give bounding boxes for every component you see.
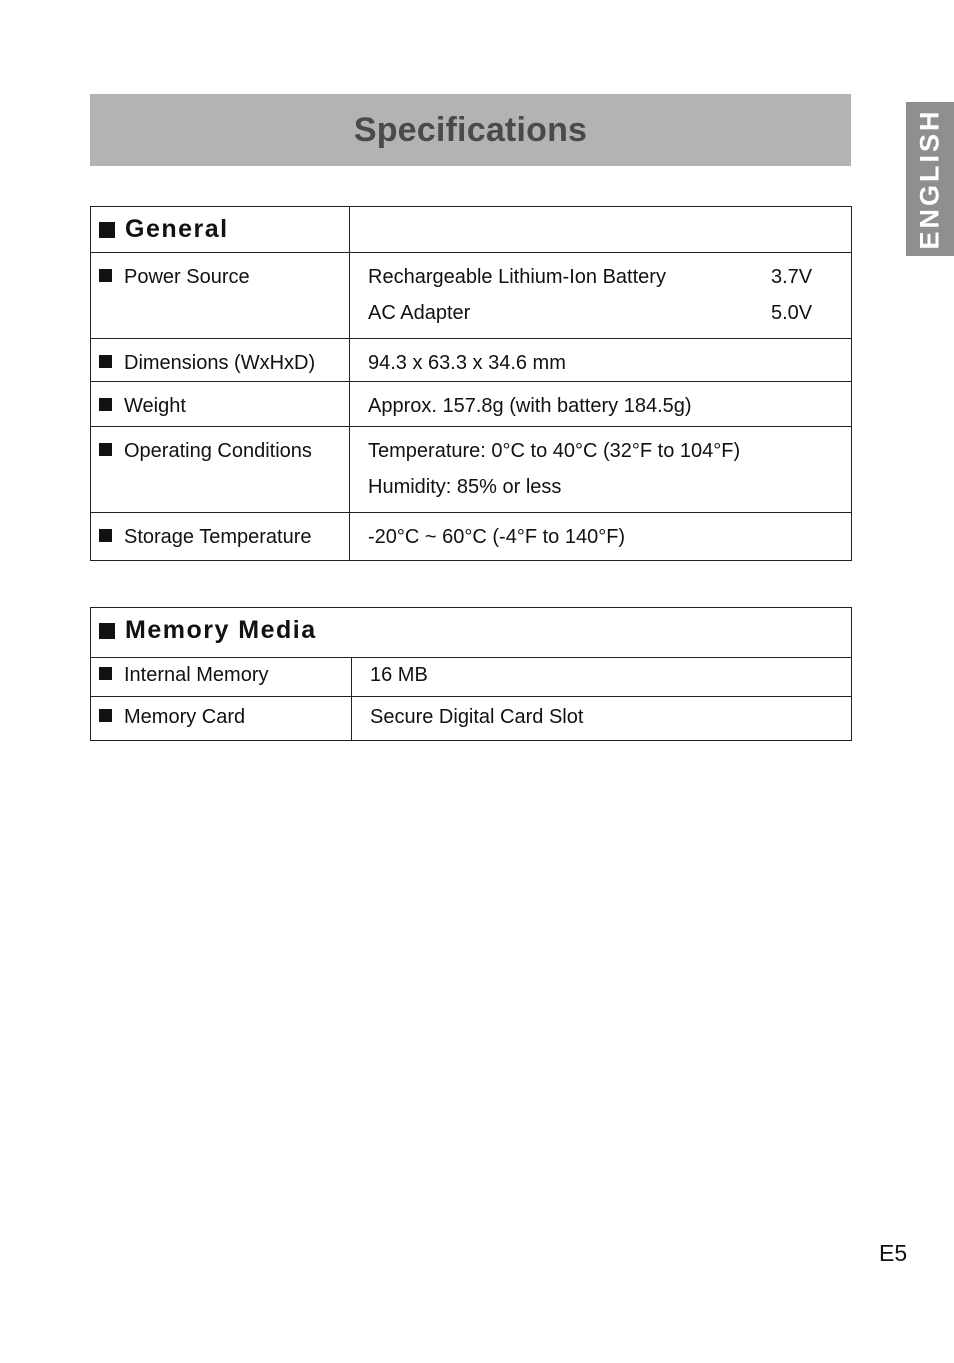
general-header-row [91,207,852,253]
spec-value: AC Adapter [368,302,471,324]
general-header-cell [91,207,350,253]
spec-label-cell [91,513,350,561]
square-bullet-icon [99,667,112,680]
spec-row-weight [91,382,852,427]
spec-label-cell [91,697,352,741]
spec-row-operating-conditions [91,427,852,513]
spec-label-cell [91,658,352,697]
square-bullet-icon [99,269,112,282]
spec-label: Power Source [124,266,250,288]
spec-label: Operating Conditions [124,440,312,462]
spec-label: Memory Card [124,706,246,728]
spec-row-memory-card [91,697,852,741]
square-bullet-icon [99,355,112,368]
spec-row-internal-memory [91,658,852,697]
square-bullet-icon [99,222,115,238]
square-bullet-icon [99,623,115,639]
spec-voltage: 3.7V [771,266,813,288]
spec-value: Approx. 157.8g (with battery 184.5g) [368,395,692,417]
operating-temperature-line [368,440,851,476]
spec-label-cell [91,382,350,427]
spec-label: Internal Memory [124,664,269,686]
memory-header-row [91,608,852,658]
spec-value: Humidity: 85% or less [368,476,562,498]
spec-value: 94.3 x 63.3 x 34.6 mm [368,352,566,374]
power-battery-line [368,266,851,302]
spec-value: Temperature: 0°C to 40°C (32°F to 104°F) [368,440,741,462]
spec-value-cell [352,658,852,697]
page-title: Specifications [353,110,588,149]
spec-row-storage-temperature [91,513,852,561]
memory-spec-table [90,607,852,741]
memory-header-cell [91,608,852,658]
power-adapter-line [368,302,851,338]
spec-label-cell [91,427,350,513]
spec-value: Secure Digital Card Slot [370,706,584,728]
general-heading: General [125,215,229,243]
spec-row-dimensions [91,339,852,382]
square-bullet-icon [99,529,112,542]
operating-humidity-line [368,476,851,512]
spec-label-cell [91,253,350,339]
spec-voltage: 5.0V [771,302,813,324]
spec-label: Storage Temperature [124,526,312,548]
spec-value-cell [352,697,852,741]
spec-value-cell [350,427,852,513]
spec-value: -20°C ~ 60°C (-4°F to 140°F) [368,526,626,548]
spec-value-cell [350,513,852,561]
spec-value-cell [350,382,852,427]
spec-value: Rechargeable Lithium-Ion Battery [368,266,666,288]
spec-label: Weight [124,395,186,417]
memory-heading: Memory Media [125,616,317,644]
general-header-empty-cell [350,207,852,253]
spec-label: Dimensions (WxHxD) [124,352,316,374]
spec-value-cell [350,253,852,339]
general-spec-table [90,206,852,561]
title-bar [90,94,851,166]
language-tab-label: ENGLISH [914,108,945,250]
spec-value: 16 MB [370,664,428,686]
spec-row-power-source [91,253,852,339]
spec-value-cell [350,339,852,382]
spec-label-cell [91,339,350,382]
square-bullet-icon [99,443,112,456]
square-bullet-icon [99,398,112,411]
page-number: E5 [879,1240,908,1266]
square-bullet-icon [99,709,112,722]
language-tab [906,102,954,256]
